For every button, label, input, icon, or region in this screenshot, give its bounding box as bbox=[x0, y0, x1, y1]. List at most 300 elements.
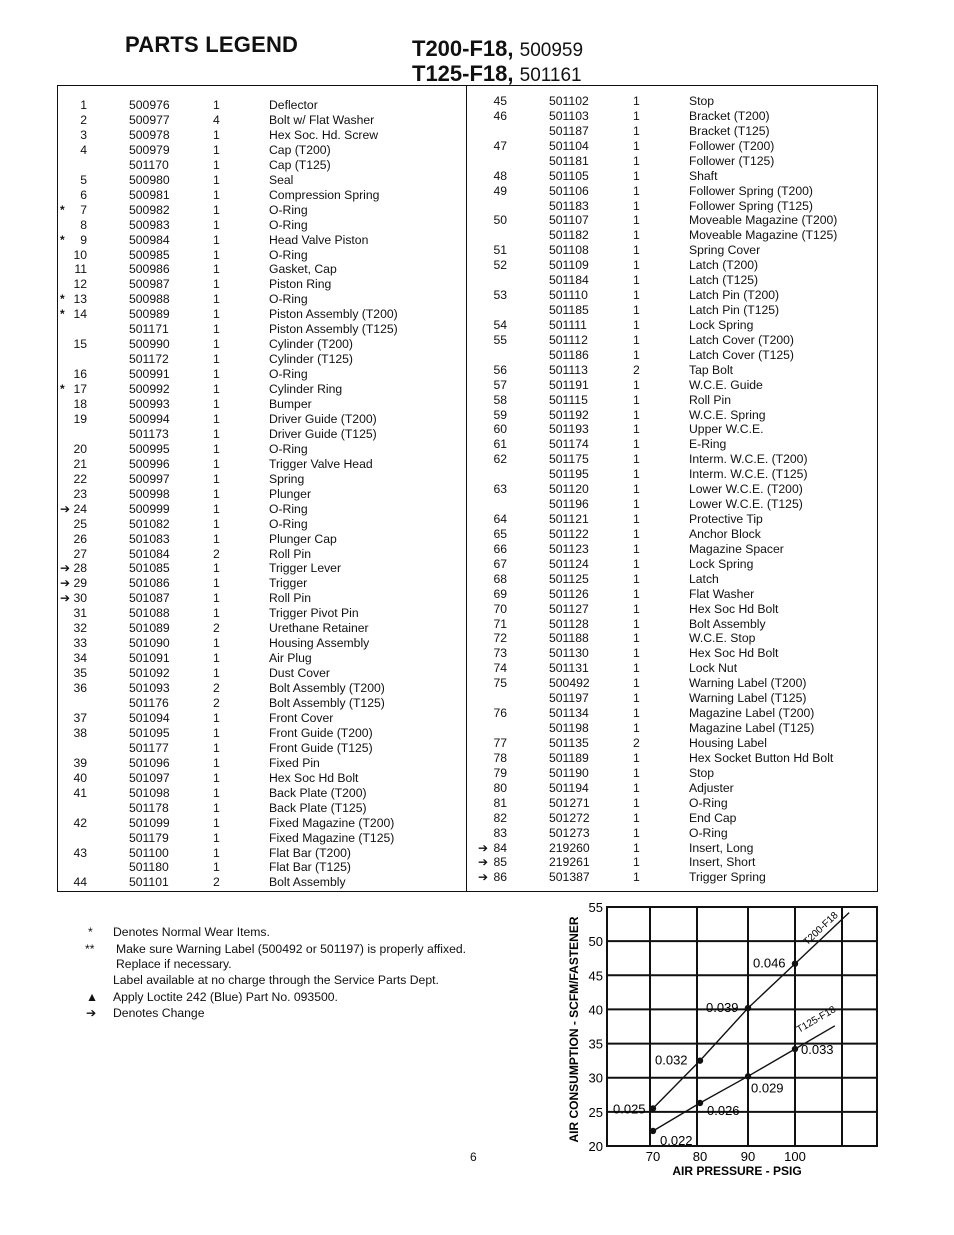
quantity: 1 bbox=[213, 367, 220, 382]
ref-number: 16 bbox=[73, 367, 87, 382]
description: Cylinder (T125) bbox=[269, 352, 353, 367]
parts-row bbox=[0, 228, 954, 243]
part-number: 501089 bbox=[129, 621, 170, 636]
part-number: 501190 bbox=[549, 765, 589, 780]
part-number: 501115 bbox=[549, 392, 588, 407]
parts-row bbox=[0, 631, 954, 646]
quantity: 1 bbox=[633, 706, 640, 721]
description: Latch Pin (T125) bbox=[689, 303, 780, 318]
quantity: 1 bbox=[633, 303, 640, 318]
part-number: 501173 bbox=[129, 426, 169, 441]
ref-number: 24 bbox=[73, 501, 87, 516]
ref-number: 22 bbox=[73, 471, 87, 486]
part-number: 501102 bbox=[549, 94, 589, 108]
ref-number: 2 bbox=[80, 112, 87, 127]
description: Head Valve Piston bbox=[269, 232, 369, 247]
quantity: 1 bbox=[213, 172, 220, 187]
row-mark: ➔ bbox=[60, 591, 71, 606]
ref-number: 67 bbox=[493, 556, 507, 571]
description: Lock Spring bbox=[689, 317, 754, 332]
description: Magazine Label (T125) bbox=[689, 721, 815, 736]
y-tick-label: 20 bbox=[588, 1139, 603, 1154]
quantity: 1 bbox=[213, 471, 220, 486]
description: Front Guide (T125) bbox=[269, 740, 373, 755]
description: Plunger bbox=[269, 486, 312, 501]
quantity: 1 bbox=[213, 666, 220, 681]
quantity: 1 bbox=[213, 202, 220, 217]
model-heading-t200 bbox=[412, 36, 583, 62]
quantity: 1 bbox=[633, 213, 640, 228]
quantity: 1 bbox=[213, 830, 220, 845]
description: Housing Label bbox=[689, 735, 767, 750]
model-name: T200-F18, bbox=[412, 36, 514, 61]
quantity: 1 bbox=[213, 770, 220, 785]
ref-number: 77 bbox=[493, 735, 507, 750]
part-number: 501197 bbox=[549, 691, 589, 706]
data-label: 0.032 bbox=[655, 1052, 688, 1068]
part-number: 500492 bbox=[549, 676, 590, 691]
parts-row bbox=[0, 602, 954, 617]
data-point bbox=[697, 1057, 703, 1063]
part-number: 501387 bbox=[549, 870, 590, 885]
ref-number: 28 bbox=[73, 561, 87, 576]
quantity: 2 bbox=[633, 735, 640, 750]
y-tick-label: 30 bbox=[588, 1070, 603, 1086]
description: Front Cover bbox=[269, 710, 334, 725]
part-number: 500987 bbox=[129, 277, 170, 292]
part-number: 500999 bbox=[129, 501, 170, 516]
part-number: 501087 bbox=[129, 591, 170, 606]
part-number: 500995 bbox=[129, 441, 170, 456]
part-number: 501170 bbox=[129, 157, 169, 172]
data-point bbox=[745, 1073, 751, 1079]
data-label: 0.025 bbox=[613, 1101, 646, 1117]
part-number: 501091 bbox=[129, 651, 170, 666]
quantity: 2 bbox=[213, 875, 220, 890]
ref-number: 31 bbox=[73, 606, 87, 621]
part-number: 501180 bbox=[129, 860, 169, 875]
quantity: 1 bbox=[213, 606, 220, 621]
part-number: 501090 bbox=[129, 636, 170, 651]
part-number: 500979 bbox=[129, 142, 170, 157]
description: W.C.E. Stop bbox=[689, 631, 756, 646]
model-heading-t125 bbox=[412, 61, 582, 87]
ref-number: 8 bbox=[80, 217, 87, 232]
quantity: 1 bbox=[633, 795, 640, 810]
parts-row bbox=[0, 348, 954, 363]
part-number: 501183 bbox=[549, 198, 589, 213]
parts-row bbox=[0, 855, 954, 870]
ref-number: 65 bbox=[493, 526, 507, 541]
quantity: 1 bbox=[213, 651, 220, 666]
ref-number: 27 bbox=[73, 546, 87, 561]
model-part-number: 501161 bbox=[519, 65, 582, 86]
quantity: 1 bbox=[213, 860, 220, 875]
part-number: 501181 bbox=[549, 153, 589, 168]
quantity: 1 bbox=[633, 332, 640, 347]
description: Trigger bbox=[269, 576, 308, 591]
description: Trigger Lever bbox=[269, 561, 342, 576]
part-number: 500988 bbox=[129, 292, 170, 307]
parts-row bbox=[0, 363, 954, 378]
part-number: 501085 bbox=[129, 561, 170, 576]
quantity: 1 bbox=[213, 501, 220, 516]
part-number: 501097 bbox=[129, 770, 170, 785]
description: Flat Bar (T125) bbox=[269, 860, 351, 875]
parts-row bbox=[0, 811, 954, 826]
part-number: 501193 bbox=[549, 422, 589, 437]
note-symbol: ** bbox=[85, 942, 95, 956]
description: Spring bbox=[269, 471, 305, 486]
row-mark: * bbox=[60, 307, 65, 322]
quantity: 1 bbox=[633, 467, 640, 482]
parts-row bbox=[0, 706, 954, 721]
ref-number: 60 bbox=[493, 422, 507, 437]
data-point bbox=[792, 960, 798, 966]
description: Hex Soc Hd Bolt bbox=[689, 601, 779, 616]
ref-number: 29 bbox=[73, 576, 87, 591]
description: Back Plate (T125) bbox=[269, 800, 367, 815]
data-point bbox=[745, 1005, 751, 1011]
parts-row bbox=[0, 169, 954, 184]
part-number: 501109 bbox=[549, 258, 589, 273]
quantity: 1 bbox=[633, 691, 640, 706]
part-number: 501124 bbox=[549, 556, 589, 571]
quantity: 1 bbox=[213, 127, 220, 142]
part-number: 501104 bbox=[549, 138, 589, 153]
ref-number: 11 bbox=[74, 262, 87, 277]
quantity: 1 bbox=[213, 800, 220, 815]
quantity: 1 bbox=[213, 576, 220, 591]
part-number: 219261 bbox=[549, 855, 590, 870]
description: Trigger Pivot Pin bbox=[269, 606, 359, 621]
part-number: 500984 bbox=[129, 232, 170, 247]
part-number: 501177 bbox=[129, 740, 169, 755]
part-number: 501182 bbox=[549, 228, 589, 243]
ref-number: 55 bbox=[493, 332, 507, 347]
ref-number: 41 bbox=[73, 785, 87, 800]
quantity: 1 bbox=[213, 591, 220, 606]
quantity: 1 bbox=[213, 815, 220, 830]
parts-row bbox=[0, 676, 954, 691]
ref-number: 82 bbox=[493, 810, 507, 825]
data-label: 0.039 bbox=[706, 1000, 739, 1016]
y-tick-label: 55 bbox=[588, 900, 603, 915]
quantity: 1 bbox=[213, 277, 220, 292]
description: Latch Pin (T200) bbox=[689, 288, 780, 303]
y-tick-label: 45 bbox=[588, 968, 603, 984]
ref-number: 48 bbox=[493, 168, 507, 183]
quantity: 2 bbox=[213, 696, 220, 710]
part-number: 501125 bbox=[549, 571, 589, 586]
part-number: 501273 bbox=[549, 825, 590, 840]
part-number: 501106 bbox=[549, 183, 589, 198]
parts-row bbox=[0, 796, 954, 811]
part-number: 501188 bbox=[549, 631, 589, 646]
ref-number: 84 bbox=[493, 840, 507, 855]
ref-number: 86 bbox=[493, 870, 507, 885]
ref-number: 5 bbox=[80, 172, 87, 187]
parts-row bbox=[0, 213, 954, 228]
ref-number: 64 bbox=[493, 512, 507, 527]
description: Trigger Spring bbox=[689, 870, 766, 885]
description: O-Ring bbox=[689, 825, 728, 840]
ref-number: 69 bbox=[493, 586, 507, 601]
quantity: 1 bbox=[213, 337, 220, 352]
x-tick-label: 100 bbox=[784, 1149, 806, 1164]
quantity: 1 bbox=[213, 397, 220, 411]
x-axis-label: AIR PRESSURE - PSIG bbox=[672, 1164, 802, 1178]
description: Anchor Block bbox=[689, 526, 761, 541]
quantity: 1 bbox=[633, 616, 640, 631]
parts-row bbox=[0, 572, 954, 587]
row-mark: * bbox=[60, 382, 65, 397]
note-text: Label available at no charge through the Service Parts Dept. bbox=[113, 973, 439, 987]
quantity: 1 bbox=[633, 183, 640, 198]
description: Tap Bolt bbox=[689, 362, 734, 377]
note-text: Replace if necessary. bbox=[116, 957, 232, 971]
parts-row bbox=[0, 617, 954, 632]
parts-row bbox=[0, 408, 954, 423]
ref-number: 34 bbox=[73, 651, 87, 666]
parts-row bbox=[0, 870, 954, 885]
ref-number: 76 bbox=[493, 706, 507, 721]
ref-number: 25 bbox=[73, 516, 87, 531]
description: Lock Nut bbox=[689, 661, 738, 676]
part-number: 501184 bbox=[549, 273, 589, 288]
ref-number: 51 bbox=[493, 243, 507, 258]
part-number: 500982 bbox=[129, 202, 170, 217]
part-number: 500985 bbox=[129, 247, 170, 262]
ref-number: 85 bbox=[493, 855, 507, 870]
part-number: 501185 bbox=[549, 303, 589, 318]
row-mark: * bbox=[60, 202, 65, 217]
part-number: 501195 bbox=[549, 467, 589, 482]
quantity: 1 bbox=[633, 586, 640, 601]
ref-number: 7 bbox=[80, 202, 87, 217]
description: Piston Ring bbox=[269, 277, 332, 292]
quantity: 1 bbox=[213, 426, 220, 441]
quantity: 1 bbox=[213, 531, 220, 546]
ref-number: 57 bbox=[493, 377, 507, 392]
description: E-Ring bbox=[689, 437, 727, 452]
quantity: 1 bbox=[633, 661, 640, 676]
description: Moveable Magazine (T200) bbox=[689, 213, 838, 228]
y-tick-label: 25 bbox=[588, 1104, 603, 1120]
ref-number: 14 bbox=[73, 307, 87, 322]
description: Latch Cover (T200) bbox=[689, 332, 794, 347]
description: O-Ring bbox=[269, 516, 308, 531]
parts-row bbox=[0, 557, 954, 572]
triangle-icon: ▲ bbox=[86, 990, 99, 1004]
quantity: 1 bbox=[213, 710, 220, 725]
description: Hex Socket Button Hd Bolt bbox=[689, 750, 834, 765]
part-number: 501121 bbox=[549, 512, 589, 527]
quantity: 1 bbox=[633, 94, 640, 108]
parts-row bbox=[0, 124, 954, 139]
ref-number: 52 bbox=[493, 258, 507, 273]
quantity: 1 bbox=[213, 785, 220, 800]
description: O-Ring bbox=[269, 202, 308, 217]
x-tick-label: 90 bbox=[740, 1149, 756, 1164]
description: Bumper bbox=[269, 397, 312, 411]
quantity: 2 bbox=[633, 362, 640, 377]
quantity: 1 bbox=[633, 840, 640, 855]
part-number: 500978 bbox=[129, 127, 170, 142]
description: Interm. W.C.E. (T125) bbox=[689, 467, 808, 482]
ref-number: 4 bbox=[80, 142, 87, 157]
ref-number: 33 bbox=[73, 636, 87, 651]
quantity: 1 bbox=[213, 382, 220, 397]
description: W.C.E. Guide bbox=[689, 377, 763, 392]
description: Hex Soc Hd Bolt bbox=[689, 646, 779, 661]
parts-row bbox=[0, 587, 954, 602]
parts-row bbox=[0, 437, 954, 452]
description: Bolt Assembly (T200) bbox=[269, 681, 385, 696]
description: Lower W.C.E. (T125) bbox=[689, 497, 803, 512]
part-number: 501096 bbox=[129, 755, 170, 770]
ref-number: 79 bbox=[493, 765, 507, 780]
data-point bbox=[792, 1046, 798, 1052]
quantity: 1 bbox=[213, 725, 220, 740]
description: Fixed Pin bbox=[269, 755, 320, 770]
ref-number: 19 bbox=[73, 411, 87, 426]
parts-row bbox=[0, 139, 954, 154]
description: Bracket (T125) bbox=[689, 123, 770, 138]
parts-row bbox=[0, 184, 954, 199]
part-number: 501198 bbox=[549, 721, 589, 736]
quantity: 1 bbox=[633, 526, 640, 541]
data-point bbox=[650, 1128, 656, 1134]
ref-number: 23 bbox=[73, 486, 87, 501]
quantity: 1 bbox=[213, 456, 220, 471]
quantity: 1 bbox=[213, 247, 220, 262]
description: Hex Soc Hd Bolt bbox=[269, 770, 359, 785]
parts-row bbox=[0, 467, 954, 482]
part-number: 500994 bbox=[129, 411, 170, 426]
description: O-Ring bbox=[269, 247, 308, 262]
part-number: 501189 bbox=[549, 750, 589, 765]
quantity: 1 bbox=[633, 601, 640, 616]
quantity: 1 bbox=[633, 855, 640, 870]
part-number: 501194 bbox=[549, 780, 589, 795]
part-number: 501088 bbox=[129, 606, 170, 621]
data-label: 0.033 bbox=[801, 1042, 834, 1058]
description: Air Plug bbox=[269, 651, 312, 666]
quantity: 1 bbox=[633, 138, 640, 153]
quantity: 1 bbox=[633, 497, 640, 512]
parts-row bbox=[0, 826, 954, 841]
part-number: 501186 bbox=[549, 347, 589, 362]
quantity: 1 bbox=[213, 157, 220, 172]
data-point bbox=[650, 1105, 656, 1111]
quantity: 1 bbox=[213, 232, 220, 247]
quantity: 1 bbox=[213, 187, 220, 202]
quantity: 1 bbox=[633, 750, 640, 765]
part-number: 501176 bbox=[129, 696, 169, 710]
ref-number: 21 bbox=[73, 456, 87, 471]
description: Latch (T125) bbox=[689, 273, 759, 288]
ref-number: 59 bbox=[493, 407, 507, 422]
row-mark: ➔ bbox=[60, 501, 71, 516]
ref-number: 20 bbox=[73, 441, 87, 456]
part-number: 501271 bbox=[549, 795, 590, 810]
description: Cylinder Ring bbox=[269, 382, 343, 397]
description: Insert, Short bbox=[689, 855, 756, 870]
ref-number: 3 bbox=[80, 127, 87, 142]
ref-number: 83 bbox=[493, 825, 507, 840]
part-number: 501178 bbox=[129, 800, 169, 815]
part-number: 501196 bbox=[549, 497, 589, 512]
part-number: 501111 bbox=[549, 317, 587, 332]
part-number: 500983 bbox=[129, 217, 170, 232]
parts-row bbox=[0, 781, 954, 796]
ref-number: 38 bbox=[73, 725, 87, 740]
ref-number: 39 bbox=[73, 755, 87, 770]
part-number: 500976 bbox=[129, 98, 170, 112]
ref-number: 18 bbox=[73, 397, 87, 411]
ref-number: 44 bbox=[73, 875, 87, 890]
description: Lower W.C.E. (T200) bbox=[689, 482, 803, 497]
ref-number: 26 bbox=[73, 531, 87, 546]
quantity: 4 bbox=[213, 112, 220, 127]
quantity: 1 bbox=[633, 273, 640, 288]
part-number: 501128 bbox=[549, 616, 589, 631]
description: O-Ring bbox=[689, 795, 728, 810]
quantity: 1 bbox=[213, 411, 220, 426]
description: Adjuster bbox=[689, 780, 734, 795]
ref-number: 68 bbox=[493, 571, 507, 586]
quantity: 1 bbox=[213, 755, 220, 770]
quantity: 1 bbox=[633, 153, 640, 168]
part-number: 500981 bbox=[129, 187, 170, 202]
quantity: 1 bbox=[213, 636, 220, 651]
part-number: 501192 bbox=[549, 407, 589, 422]
description: Urethane Retainer bbox=[269, 621, 369, 636]
note-text: Make sure Warning Label (500492 or 501197) is properly affixed. bbox=[116, 942, 467, 956]
quantity: 1 bbox=[633, 108, 640, 123]
description: Compression Spring bbox=[269, 187, 380, 202]
quantity: 1 bbox=[633, 556, 640, 571]
description: Roll Pin bbox=[269, 546, 311, 561]
part-number: 501095 bbox=[129, 725, 170, 740]
description: O-Ring bbox=[269, 292, 308, 307]
ref-number: 78 bbox=[493, 750, 507, 765]
parts-row bbox=[0, 751, 954, 766]
part-number: 500993 bbox=[129, 397, 170, 411]
ref-number: 75 bbox=[493, 676, 507, 691]
part-number: 501122 bbox=[549, 526, 589, 541]
quantity: 1 bbox=[633, 765, 640, 780]
description: Latch (T200) bbox=[689, 258, 759, 273]
parts-row bbox=[0, 273, 954, 288]
quantity: 1 bbox=[213, 441, 220, 456]
part-number: 500990 bbox=[129, 337, 170, 352]
quantity: 1 bbox=[633, 347, 640, 362]
description: Piston Assembly (T200) bbox=[269, 307, 398, 322]
part-number: 501094 bbox=[129, 710, 170, 725]
ref-number: 47 bbox=[493, 138, 507, 153]
note-text: Denotes Normal Wear Items. bbox=[113, 925, 270, 939]
part-number: 501113 bbox=[549, 362, 588, 377]
y-tick-label: 50 bbox=[588, 934, 603, 950]
part-number: 501110 bbox=[549, 288, 588, 303]
description: Stop bbox=[689, 765, 715, 780]
part-number: 501086 bbox=[129, 576, 170, 591]
ref-number: 54 bbox=[493, 317, 507, 332]
ref-number: 61 bbox=[493, 437, 507, 452]
arrow-right-icon: ➔ bbox=[86, 1006, 97, 1020]
